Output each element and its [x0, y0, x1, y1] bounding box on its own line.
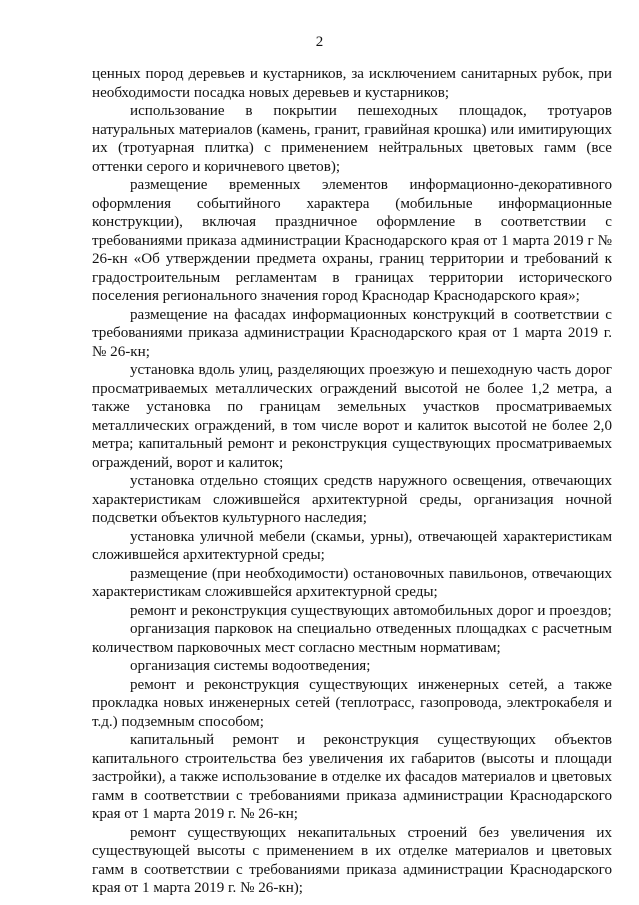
paragraph: использование в покрытии пешеходных площадок, тротуаров натуральных материалов (камень, гранит, гравийная крошка) или имитирующих их (тротуарная плитка) с применением нейтральных цветовых гамм (все оттенки серого и коричневого цветов); [92, 103, 612, 175]
paragraph: размещение временных элементов информационно-декоративного оформления событийного характера (мобильные информационные конструкции), включая праздничное оформление в соответствии с требованиями приказа администрации Краснодарского края от 1 марта 2019 г № 26-кн «Об утверждении предмета охраны, границ территории и требований к градостроительным регламентам в границах территории исторического поселения регионального значения город Краснодар Краснодарского края»; [92, 177, 612, 304]
paragraph: капитальный ремонт и реконструкция существующих объектов капитального строительства без увеличения их габаритов (высоты и площади застройки), а также использование в отделке их фасадов материалов и цветовых гамм в соответствии с требованиями приказа администрации Краснодарского края от 1 марта 2019 г. № 26-кн; [92, 732, 612, 822]
paragraph: размещение на фасадах информационных конструкций в соответствии с требованиями приказа администрации Краснодарского края от 1 марта 2019 г. № 26-кн; [92, 306, 612, 360]
paragraph: организация парковок на специально отведенных площадках с расчетным количеством парковочных мест согласно местным нормативам; [92, 621, 612, 656]
document-body [92, 65, 612, 898]
paragraph: размещение (при необходимости) остановочных павильонов, отвечающих характеристикам сложившейся архитектурной среды; [92, 565, 612, 600]
page-number: 2 [315, 34, 324, 50]
paragraph: ремонт существующих некапитальных строений без увеличения их существующей высоты с применением в их отделке материалов и цветовых гамм в соответствии с требованиями приказа администрации Краснодарского края от 1 марта 2019 г. № 26-кн); [92, 824, 612, 896]
paragraph: ремонт и реконструкция существующих автомобильных дорог и проездов; [130, 602, 612, 619]
paragraph: ремонт и реконструкция существующих инженерных сетей, а также прокладка новых инженерных сетей (теплотрасс, газопровода, электрокабеля и т.д.) подземным способом; [92, 676, 612, 730]
paragraph: установка отдельно стоящих средств наружного освещения, отвечающих характеристикам сложившейся архитектурной среды, организация ночной подсветки объектов культурного наследия; [92, 473, 612, 526]
paragraph: организация системы водоотведения; [130, 658, 371, 674]
paragraph: установка вдоль улиц, разделяющих проезжую и пешеходную часть дорог просматриваемых металлических ограждений высотой не более 1,2 метра, а также установка по границам земельных участков просматриваемых металлических ограждений, в том числе ворот и калиток высотой не более 2,0 метра; капитальный ремонт и реконструкция существующих просматриваемых ограждений, ворот и калиток; [92, 362, 612, 471]
paragraph: установка уличной мебели (скамьи, урны), отвечающей характеристикам сложившейся архитектурной среды; [92, 528, 612, 563]
paragraph: ценных пород деревьев и кустарников, за исключением санитарных рубок, при необходимости посадка новых деревьев и кустарников; [92, 66, 612, 101]
